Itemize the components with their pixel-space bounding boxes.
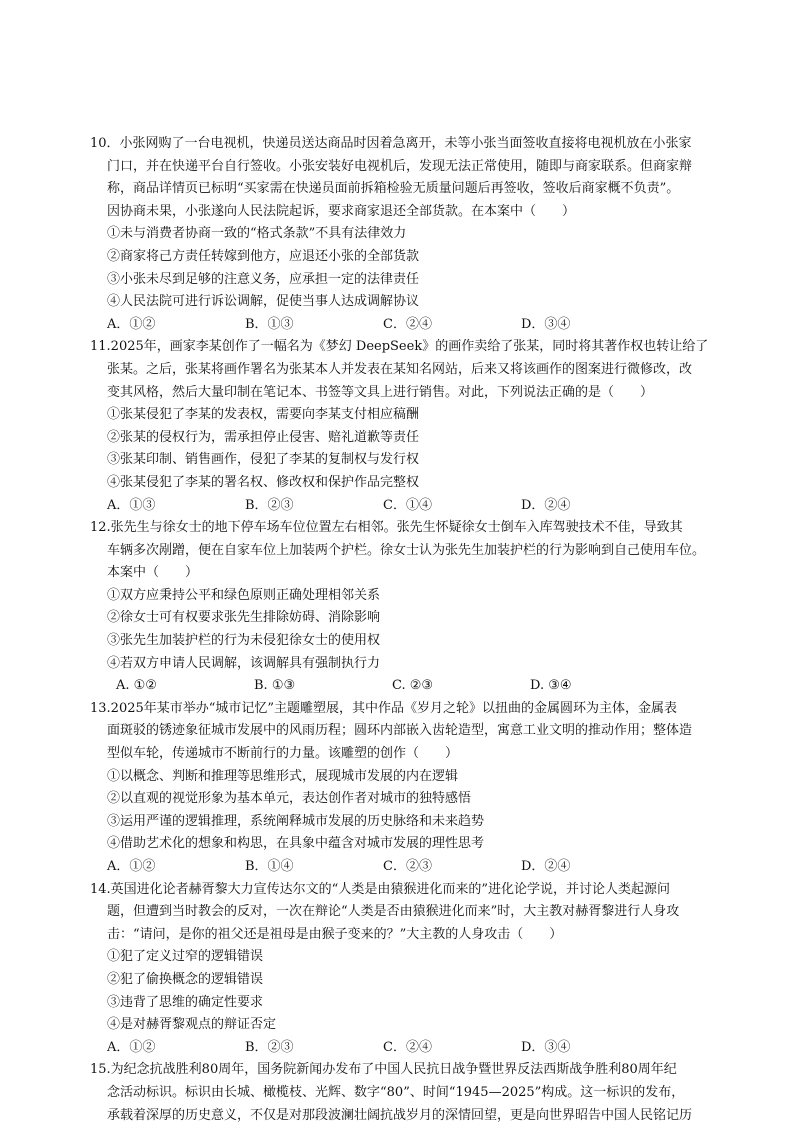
question-stem-line: 14.英国进化论者赫胥黎大力宣传达尔文的“人类是由猿猴进化而来的”进化论学说，并讨论人类起源问: [90, 881, 670, 897]
question-stem-line: 12.张先生与徐女士的地下停车场车位位置左右相邻。张先生怀疑徐女士倒车入库驾驶技术不佳，导致其: [90, 520, 683, 536]
statement-1: ①犯了定义过窄的逻辑错误: [107, 949, 264, 965]
statement-1: ①以概念、判断和推理等思维形式，展现城市发展的内在逻辑: [107, 768, 459, 784]
option-b: B．②③: [245, 1039, 294, 1055]
question-stem-line: 念活动标识。标识由长城、橄榄枝、光辉、数字“80”、时间“1945—2025”构成。这一标识的发布，: [107, 1084, 685, 1100]
statement-3: ③运用严谨的逻辑推理，系统阐释城市发展的历史脉络和未来趋势: [107, 813, 485, 829]
option-a: A．①②: [107, 1039, 156, 1055]
option-c: C．①④: [383, 497, 432, 513]
option-c: C．②③: [383, 859, 432, 874]
option-a: A．①②: [107, 316, 156, 332]
exam-page: [90, 133, 730, 1127]
question-15: [90, 1059, 730, 1127]
option-a: A. ①②: [116, 678, 157, 694]
statement-2: ②以直观的视觉形象为基本单元，表达创作者对城市的独特感悟: [107, 791, 472, 807]
statement-4: ④若双方申请人民调解，该调解具有强制执行力: [107, 655, 381, 671]
question-stem-line: 15.为纪念抗战胜利80周年，国务院新闻办发布了中国人民抗日战争暨世界反法西斯战争胜利80周年纪: [90, 1062, 677, 1078]
answer-options: [90, 1037, 730, 1060]
question-stem-line: 张某。之后，张某将画作署名为张某本人并发表在某知名网站，后来又将该画作的图案进行微修改，改: [107, 361, 693, 377]
question-stem-line: 称，商品详情页已标明“买家需在快递员面前拆箱检验无质量问题后再签收，签收后商家概不负责”。: [107, 181, 680, 197]
statement-4: ④是对赫胥黎观点的辩证否定: [107, 1017, 277, 1033]
question-stem-line: 因协商未果，小张遂向人民法院起诉，要求商家退还全部货款。在本案中（ ）: [107, 203, 576, 219]
option-b: B. ①③: [254, 678, 296, 694]
question-stem-line: 车辆多次剐蹭，便在自家车位上加装两个护栏。徐女士认为张先生加装护栏的行为影响到自己使用车位。: [107, 542, 706, 558]
question-13: [90, 698, 730, 879]
statement-4: ④借助艺术化的想象和构思，在具象中蕴含对城市发展的理性思考: [107, 836, 485, 852]
option-a: A．①②: [107, 859, 156, 874]
statement-4: ④张某侵犯了李某的署名权、修改权和保护作品完整权: [107, 474, 420, 490]
question-stem-line: 变其风格，然后大量印制在笔记本、书签等文具上进行销售。对此，下列说法正确的是（ ）: [107, 384, 654, 400]
statement-1: ①张某侵犯了李某的发表权，需要向李某支付相应稿酬: [107, 407, 420, 423]
statement-4: ④人民法院可进行诉讼调解，促使当事人达成调解协议: [107, 294, 420, 310]
option-c: C. ②③: [392, 678, 434, 694]
question-12: [90, 517, 730, 698]
question-stem-line: 本案中（ ）: [107, 565, 199, 581]
statement-2: ②犯了偷换概念的逻辑错误: [107, 971, 264, 987]
statement-2: ②商家将己方责任转嫁到他方，应退还小张的全部货款: [107, 248, 420, 264]
option-c: C．②④: [383, 1039, 432, 1055]
question-stem-line: 击：“请问，是你的祖父还是祖母是由猴子变来的？”大主教的人身攻击（ ）: [107, 926, 563, 942]
answer-options: [90, 495, 730, 518]
statement-1: ①未与消费者协商一致的“格式条款”不具有法律效力: [107, 226, 407, 242]
option-a: A．①③: [107, 497, 156, 513]
option-b: B．①③: [245, 316, 294, 332]
question-10: [90, 133, 730, 336]
question-stem-line: 面斑驳的锈迹象征城市发展中的风雨历程；圆环内部嵌入齿轮造型，寓意工业文明的推动作用；整体造: [107, 723, 693, 739]
statement-2: ②徐女士可有权要求张先生排除妨碍、消除影响: [107, 610, 381, 626]
option-c: C．②④: [383, 316, 432, 332]
statement-2: ②张某的侵权行为，需承担停止侵害、赔礼道歉等责任: [107, 429, 420, 445]
option-b: B．①④: [245, 859, 294, 874]
question-stem-line: 10．小张网购了一台电视机，快递员送达商品时因着急离开，未等小张当面签收直接将电视机放在小张家: [90, 136, 692, 151]
question-stem-line: 13.2025年某市举办“城市记忆”主题雕塑展，其中作品《岁月之轮》以扭曲的金属圆环为主体，金属表: [90, 700, 678, 716]
option-d: D．③④: [521, 1039, 571, 1055]
option-b: B．②③: [245, 497, 294, 513]
answer-options: [90, 856, 730, 879]
statement-3: ③违背了思维的确定性要求: [107, 994, 264, 1010]
answer-options: [90, 314, 730, 337]
question-stem-line: 承载着深厚的历史意义，不仅是对那段波澜壮阔抗战岁月的深情回望，更是向世界昭告中国人民铭记历: [107, 1107, 693, 1123]
question-stem-line: 11.2025年，画家李某创作了一幅名为《梦幻 DeepSeek》的画作卖给了张某，同时将其著作权也转让给了: [90, 339, 709, 355]
question-stem-line: 题，但遭到当时教会的反对，一次在辩论“人类是否由猿猴进化而来”时，大主教对赫胥黎进行人身攻: [107, 904, 680, 920]
statement-3: ③张某印制、销售画作，侵犯了李某的复制权与发行权: [107, 452, 420, 468]
question-stem-line: 型似车轮，传递城市不断前行的力量。该雕塑的创作（ ）: [107, 746, 459, 762]
statement-3: ③张先生加装护栏的行为未侵犯徐女士的使用权: [107, 633, 381, 649]
option-d: D．③④: [521, 316, 571, 332]
statement-3: ③小张未尽到足够的注意义务，应承担一定的法律责任: [107, 271, 420, 287]
option-d: D．②④: [521, 859, 571, 874]
option-d: D. ③④: [530, 678, 572, 694]
question-11: [90, 336, 730, 517]
option-d: D．②④: [521, 497, 571, 513]
answer-options: [90, 675, 730, 698]
statement-1: ①双方应秉持公平和绿色原则正确处理相邻关系: [107, 587, 381, 603]
question-14: [90, 879, 730, 1060]
question-stem-line: 门口，并在快递平台自行签收。小张安装好电视机后，发现无法正常使用，随即与商家联系。但商家辩: [107, 158, 693, 174]
